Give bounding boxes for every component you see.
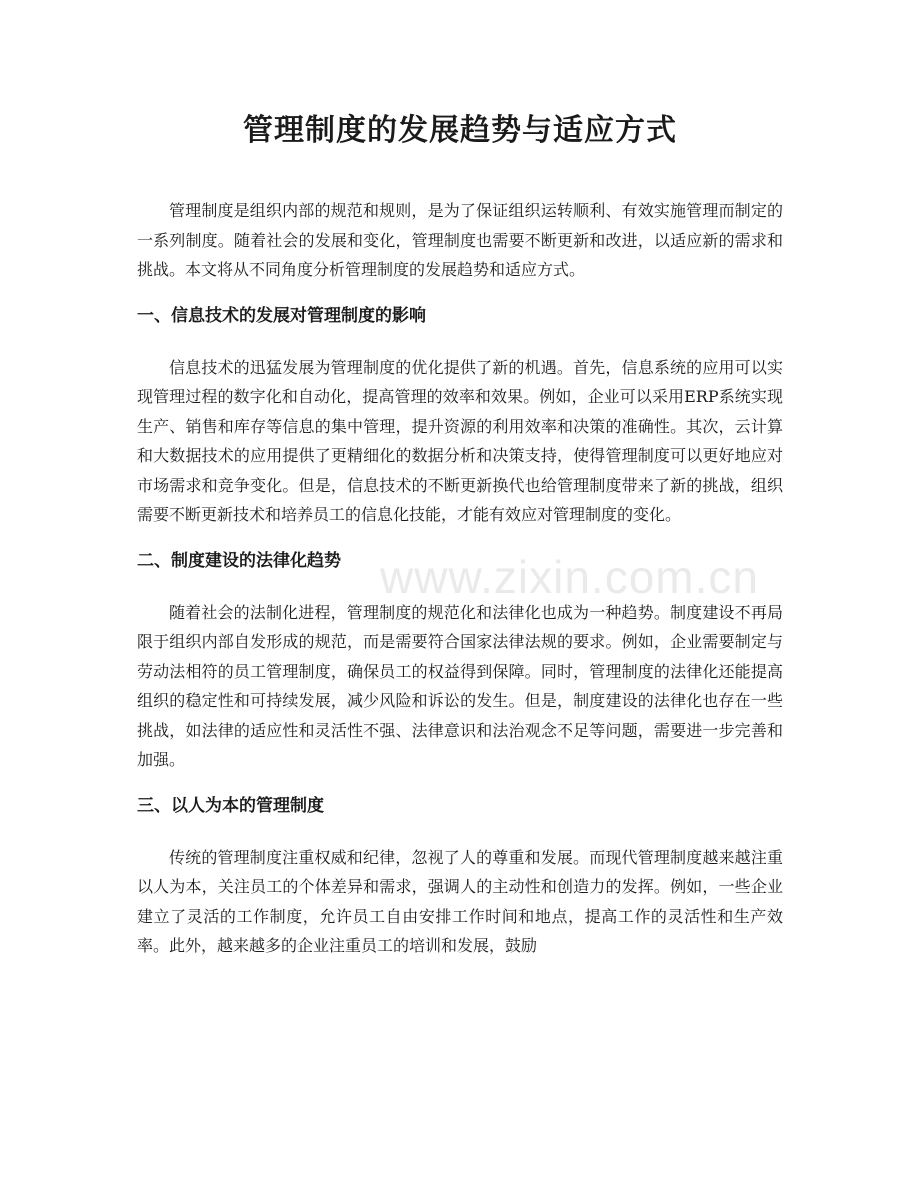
section-paragraph: 随着社会的法制化进程，管理制度的规范化和法律化也成为一种趋势。制度建设不再局限于组织内部自发形成的规范，而是需要符合国家法律法规的要求。例如，企业需要制定与劳动法相符的员工管理制度，确保员工的权益得到保障。同时，管理制度的法律化还能提高组织的稳定性和可持续发展，减少风险和诉讼的发生。但是，制度建设的法律化也存在一些挑战，如法律的适应性和灵活性不强、法律意识和法治观念不足等问题，需要进一步完善和加强。 xyxy=(137,602,783,769)
section-heading: 三、以人为本的管理制度 xyxy=(137,795,324,816)
section-3 xyxy=(137,793,783,961)
section-1 xyxy=(137,303,783,530)
page-title: 管理制度的发展趋势与适应方式 xyxy=(243,113,677,148)
section-heading: 二、制度建设的法律化趋势 xyxy=(137,550,341,571)
section-paragraph: 传统的管理制度注重权威和纪律，忽视了人的尊重和发展。而现代管理制度越来越注重以人为本，关注员工的个体差异和需求，强调人的主动性和创造力的发挥。例如，一些企业建立了灵活的工作制度，允许员工自由安排工作时间和地点，提高工作的灵活性和生产效率。此外，越来越多的企业注重员工的培训和发展，鼓励 xyxy=(137,847,783,955)
intro-paragraph: 管理制度是组织内部的规范和规则，是为了保证组织运转顺利、有效实施管理而制定的一系列制度。随着社会的发展和变化，管理制度也需要不断更新和改进，以适应新的需求和挑战。本文将从不同角度分析管理制度的发展趋势和适应方式。 xyxy=(137,201,783,279)
section-2 xyxy=(137,548,783,775)
watermark-text: www.zixin.com.cn xyxy=(380,551,759,603)
section-paragraph: 信息技术的迅猛发展为管理制度的优化提供了新的机遇。首先，信息系统的应用可以实现管理过程的数字化和自动化，提高管理的效率和效果。例如，企业可以采用ERP系统实现生产、销售和库存等信息的集中管理，提升资源的利用效率和决策的准确性。其次，云计算和大数据技术的应用提供了更精细化的数据分析和决策支持，使得管理制度可以更好地应对市场需求和竞争变化。但是，信息技术的不断更新换代也给管理制度带来了新的挑战，组织需要不断更新技术和培养员工的信息化技能，才能有效应对管理制度的变化。 xyxy=(137,357,783,524)
section-heading: 一、信息技术的发展对管理制度的影响 xyxy=(137,305,426,326)
